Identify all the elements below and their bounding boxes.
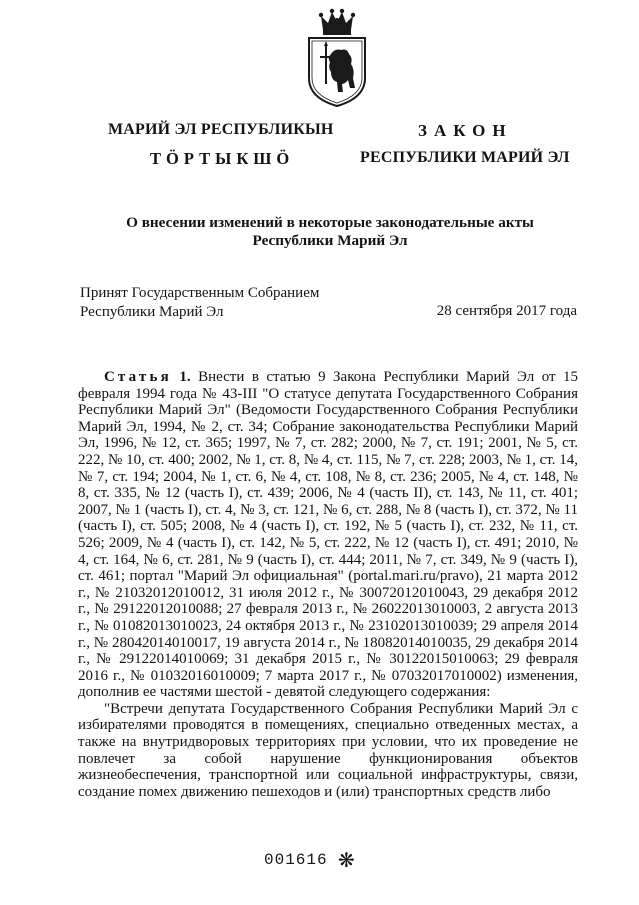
- article-paragraph: [78, 369, 578, 701]
- serial-mark-icon: ❋: [338, 848, 355, 872]
- header-left-line1: МАРИЙ ЭЛ РЕСПУБЛИКЫН: [108, 121, 334, 138]
- adoption-info: [80, 284, 319, 322]
- serial-number: 001616: [264, 851, 328, 869]
- article-body: [78, 369, 578, 800]
- adoption-date: 28 сентября 2017 года: [436, 303, 577, 319]
- article-label: Статья: [104, 369, 172, 385]
- adoption-line1: Принят Государственным Собранием: [80, 285, 320, 301]
- header-right-line2: РЕСПУБЛИКИ МАРИЙ ЭЛ: [360, 149, 570, 166]
- header-left-line2: ТӦРТЫКШӦ: [150, 149, 295, 168]
- header-right-line1: ЗАКОН: [418, 121, 513, 140]
- law-title-line2: Республики Марий Эл: [252, 232, 408, 249]
- law-title-line1: О внесении изменений в некоторые законодательные акты: [126, 214, 534, 231]
- adoption-line2: Республики Марий Эл: [80, 304, 224, 320]
- article-text: Внести в статью 9 Закона Республики Марий Эл от 15 февраля 1994 года № 43-III "О статусе депутата Государственного Собрания Республики Марий Эл" (Ведомости Государственного Собрания Республики Марий Эл, 1994, № 2, ст. 34; Собрание законодательства Республики Марий Эл, 1996, № 12, ст. 365; 1997, № 7, ст. 282; 2000, № 7, ст. 191; 2001, № 5, ст. 222, № 10, ст. 400; 2002, № 1, ст. 8, № 4, ст. 115, № 7, ст. 228; 2003, № 1, ст. 14, № 7, ст. 194; 2004, № 1, ст. 6, № 4, ст. 108, № 8, ст. 236; 2005, № 4, ст. 148, № 8, ст. 335, № 12 (часть I), ст. 439; 2006, № 4 (часть II), ст. 143, № 11, ст. 401; 2007, № 1 (часть I), ст. 4, № 3, ст. 121, № 6, ст. 288, № 8 (часть I), ст. 372, № 11 (часть I), ст. 505; 2008, № 4 (часть I), ст. 192, № 5 (часть I), ст. 232, № 11, ст. 526; 2009, № 4 (часть I), ст. 142, № 5, ст. 222, № 12 (часть I), ст. 491; 2010, № 4, ст. 164, № 6, ст. 281, № 9 (часть I), ст. 444; 2011, № 7, ст. 349, № 9 (часть I), ст. 461; портал "Марий Эл официальная" (portal.mari.ru/pravo), 21 марта 2012 г., № 21032012010012, 31 июля 2012 г., № 30072012010043, 29 декабря 2012 г., № 29122012010088; 27 февраля 2013 г., № 26022013010003, 2 августа 2013 г., № 01082013010023, 24 октября 2013 г., № 23102013010039; 29 апреля 2014 г., № 28042014010017, 19 августа 2014 г., № 18082014010035, 29 декабря 2014 г., № 29122014010069; 31 декабря 2015 г., № 30122015010063; 29 февраля 2016 г., № 01032016010009; 7 марта 2017 г., № 07032017010002) изменения, дополнив ее частями шестой - девятой следующего содержания:: [78, 369, 579, 701]
- law-title: [60, 214, 600, 250]
- mari-el-coat-of-arms-icon: [301, 8, 373, 108]
- article-number: 1.: [179, 369, 191, 385]
- article-quote: "Встречи депутата Государственного Собрания Республики Марий Эл с избирателями проводятся в помещениях, специально отведенных местах, а также на внутридворовых территориях при условии, что их проведение не повлечет за собой нарушение функционирования объектов жизнеобеспечения, транспортной или социальной инфраструктуры, связи, создание помех движению пешеходов и (или) транспортных средств либо: [78, 700, 578, 800]
